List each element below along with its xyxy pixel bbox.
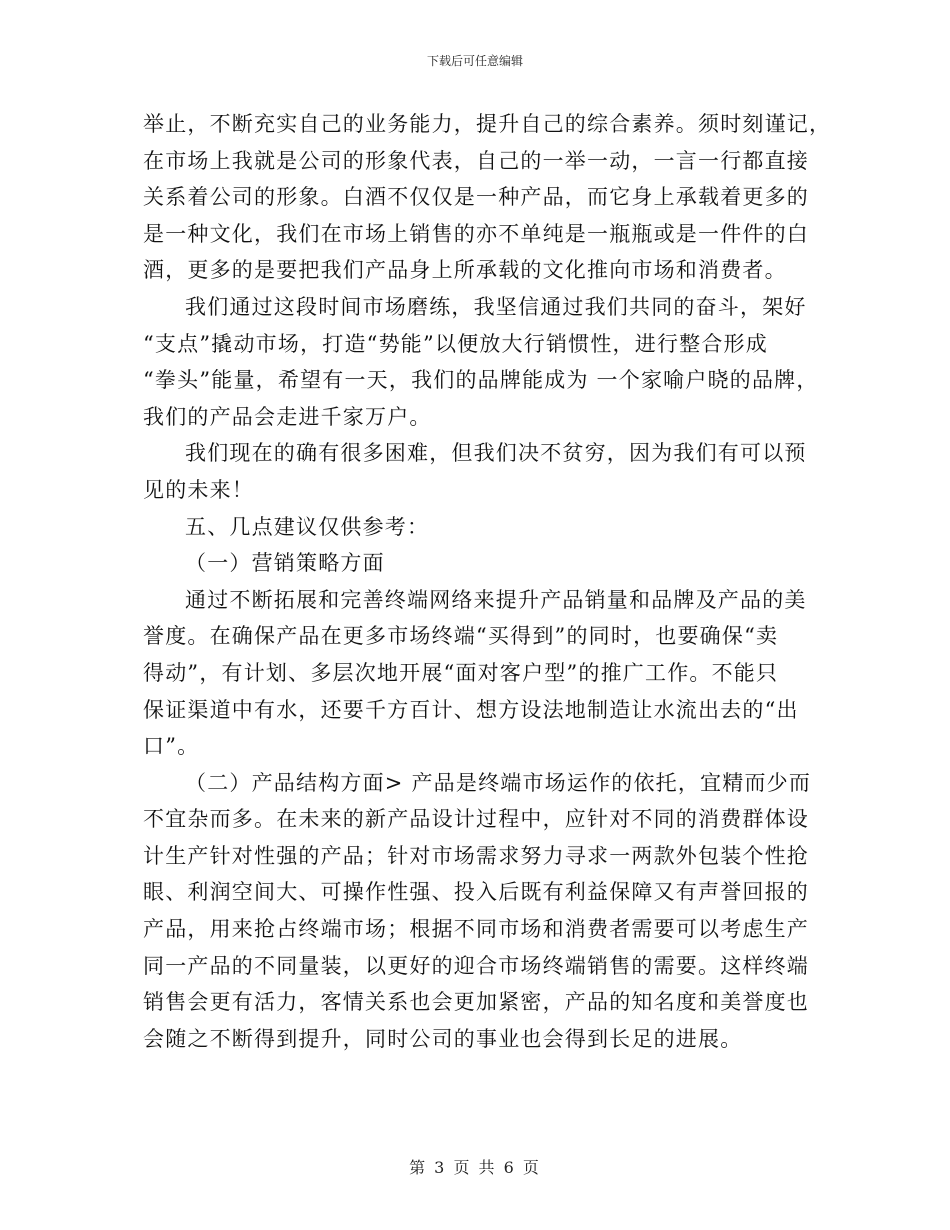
text-line: 产品，用来抢占终端市场；根据不同市场和消费者需要可以考虑生产	[143, 917, 809, 942]
text-line: 在市场上我就是公司的形象代表，自己的一举一动，一言一行都直接	[143, 148, 809, 173]
text-line: “支点”撬动市场，打造“势能”以便放大行销惯性，进行整合形成	[143, 331, 768, 356]
page-number: 第 3 页 共 6 页	[409, 1158, 541, 1177]
subsection-heading: （一）营销策略方面	[185, 551, 385, 576]
text-line: 举止，不断充实自己的业务能力，提升自己的综合素养。须时刻谨记，	[143, 112, 832, 136]
section-heading: 五、几点建议仅供参考：	[185, 514, 430, 539]
text-line: 会随之不断得到提升，同时公司的事业也会得到长足的进展。	[143, 1026, 743, 1051]
text-line: 计生产针对性强的产品；针对市场需求努力寻求一两款外包装个性抢	[143, 843, 809, 868]
page-header-note: 下载后可任意编辑	[426, 54, 523, 68]
text-line: 关系着公司的形象。白酒不仅仅是一种产品，而它身上承载着更多的	[143, 185, 809, 210]
text-line: 誉度。在确保产品在更多市场终端“买得到”的同时，也要确保“卖	[143, 624, 779, 649]
text-line: 保证渠道中有水，还要千方百计、想方设法地制造让水流出去的“出	[143, 697, 799, 722]
text-line: （二）产品结构方面> 产品是终端市场运作的依托，宜精而少而	[185, 770, 812, 795]
text-line: 得动”，有计划、多层次地开展“面对客户型”的推广工作。不能只	[143, 660, 779, 685]
text-line: 见的未来！	[143, 477, 254, 502]
text-line: 口”。	[143, 734, 200, 759]
text-line: “拳头”能量，希望有一天，我们的品牌能成为 一个家喻户晓的品牌，	[143, 368, 819, 393]
text-line: 是一种文化，我们在市场上销售的亦不单纯是一瓶瓶或是一件件的白	[143, 221, 809, 246]
text-line: 酒，更多的是要把我们产品身上所承载的文化推向市场和消费者。	[143, 258, 787, 283]
text-line: 不宜杂而多。在未来的新产品设计过程中，应针对不同的消费群体设	[143, 807, 809, 832]
text-line: 我们现在的确有很多困难，但我们决不贫穷，因为我们有可以预	[185, 441, 807, 466]
text-line: 我们通过这段时间市场磨练，我坚信通过我们共同的奋斗，架好	[185, 294, 807, 319]
text-line: 眼、利润空间大、可操作性强、投入后既有利益保障又有声誉回报的	[143, 880, 809, 905]
text-line: 我们的产品会走进千家万户。	[143, 404, 432, 429]
text-line: 同一产品的不同量装，以更好的迎合市场终端销售的需要。这样终端	[143, 953, 809, 978]
document-body	[143, 106, 832, 1057]
text-line: 销售会更有活力，客情关系也会更加紧密，产品的知名度和美誉度也	[143, 990, 809, 1015]
text-line: 通过不断拓展和完善终端网络来提升产品销量和品牌及产品的美	[185, 587, 807, 612]
